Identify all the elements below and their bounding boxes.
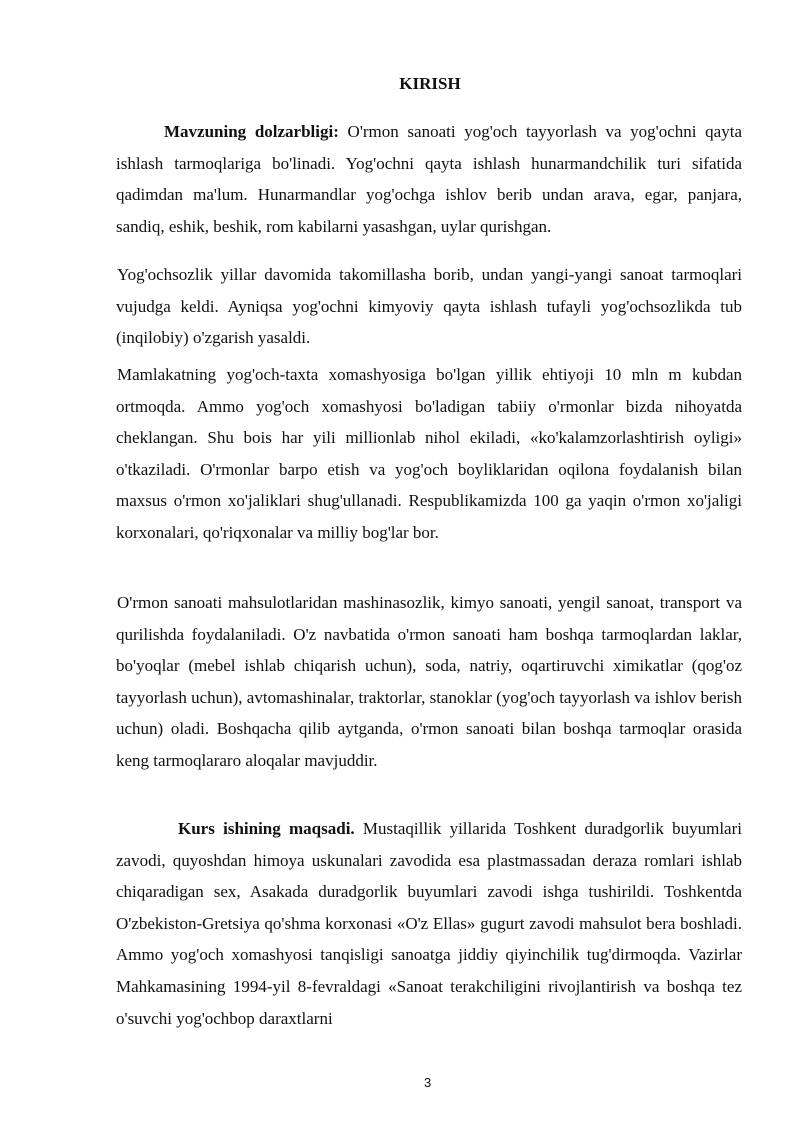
paragraph-lead-goal: Kurs ishining maqsadi.	[178, 819, 355, 838]
page-title: KIRISH	[399, 74, 461, 93]
paragraph-industry-links: O'rmon sanoati mahsulotlaridan mashinasozlik, kimyo sanoati, yengil sanoat, transport va qurilishda foydalaniladi. O'z navbatida o'rmon sanoati ham boshqa tarmoqlardan laklar, bo'yoqlar (mebel ishlab chiqarish uchun), soda, natriy, oqartiruvchi ximikatlar (qog'oz tayyorlash uchun), avtomashinalar, traktorlar, stanoklar (yog'och tayyorlash va ishlov berish uchun) oladi. Boshqacha qilib aytganda, o'rmon sanoati bilan boshqa tarmoqlar orasida keng tarmoqlararo aloqalar mavjuddir.	[116, 593, 742, 770]
paragraph-lead-relevance: Mavzuning dolzarbligi:	[164, 122, 339, 141]
paragraph-demand: Mamlakatning yog'och-taxta xomashyosiga bo'lgan yillik ehtiyoji 10 mln m kubdan ortmoqda. Ammo yog'och xomashyosi bo'ladigan tabiiy o'rmonlar bizda nihoyatda cheklangan. Shu bois har yili millionlab nihol ekiladi, «ko'kalamzorlashtirish oyligi» o'tkaziladi. O'rmonlar barpo etish va yog'och boyliklaridan oqilona foydalanish bilan maxsus o'rmon xo'jaliklari shug'ullanadi. Respublikamizda 100 ga yaqin o'rmon xo'jaligi korxonalari, qo'riqxonalar va milliy bog'lar bor.	[116, 365, 742, 542]
paragraph-text-relevance: O'rmon sanoati yog'och tayyorlash va yog'ochni qayta ishlash tarmoqlariga bo'linadi. Yog'ochni qayta ishlash hunarmandchilik turi sifatida qadimdan ma'lum. Hunarmandlar yog'ochga ishlov berib undan arava, egar, panjara, sandiq, eshik, beshik, rom kabilarni yasashgan, uylar qurishgan.	[116, 122, 742, 236]
page-number: 3	[424, 1075, 432, 1090]
paragraph-relevance	[116, 116, 742, 242]
paragraph-woodworking: Yog'ochsozlik yillar davomida takomillasha borib, undan yangi-yangi sanoat tarmoqlari vujudga keldi. Ayniqsa yog'ochni kimyoviy qayta ishlash tufayli yog'ochsozlikda tub (inqilobiy) o'zgarish yasaldi.	[116, 265, 742, 348]
paragraph-text-goal: Mustaqillik yillarida Toshkent duradgorlik buyumlari zavodi, quyoshdan himoya uskunalari zavodida esa plastmassadan deraza romlari ishlab chiqaradigan sex, Asakada duradgorlik buyumlari zavodi ishga tushirildi. Toshkentda O'zbekiston-Gretsiya qo'shma korxonasi «O'z Ellas» gugurt zavodi mahsulot bera boshladi. Ammo yog'och xomashyosi tanqisligi sanoatga jiddiy qiyinchilik tug'dirmoqda. Vazirlar Mahkamasining 1994-yil 8-fevraldagi «Sanoat terakchiligini rivojlantirish va boshqa tez o'suvchi yog'ochbop daraxtlarni	[116, 819, 742, 1028]
paragraph-goal	[116, 813, 742, 1034]
